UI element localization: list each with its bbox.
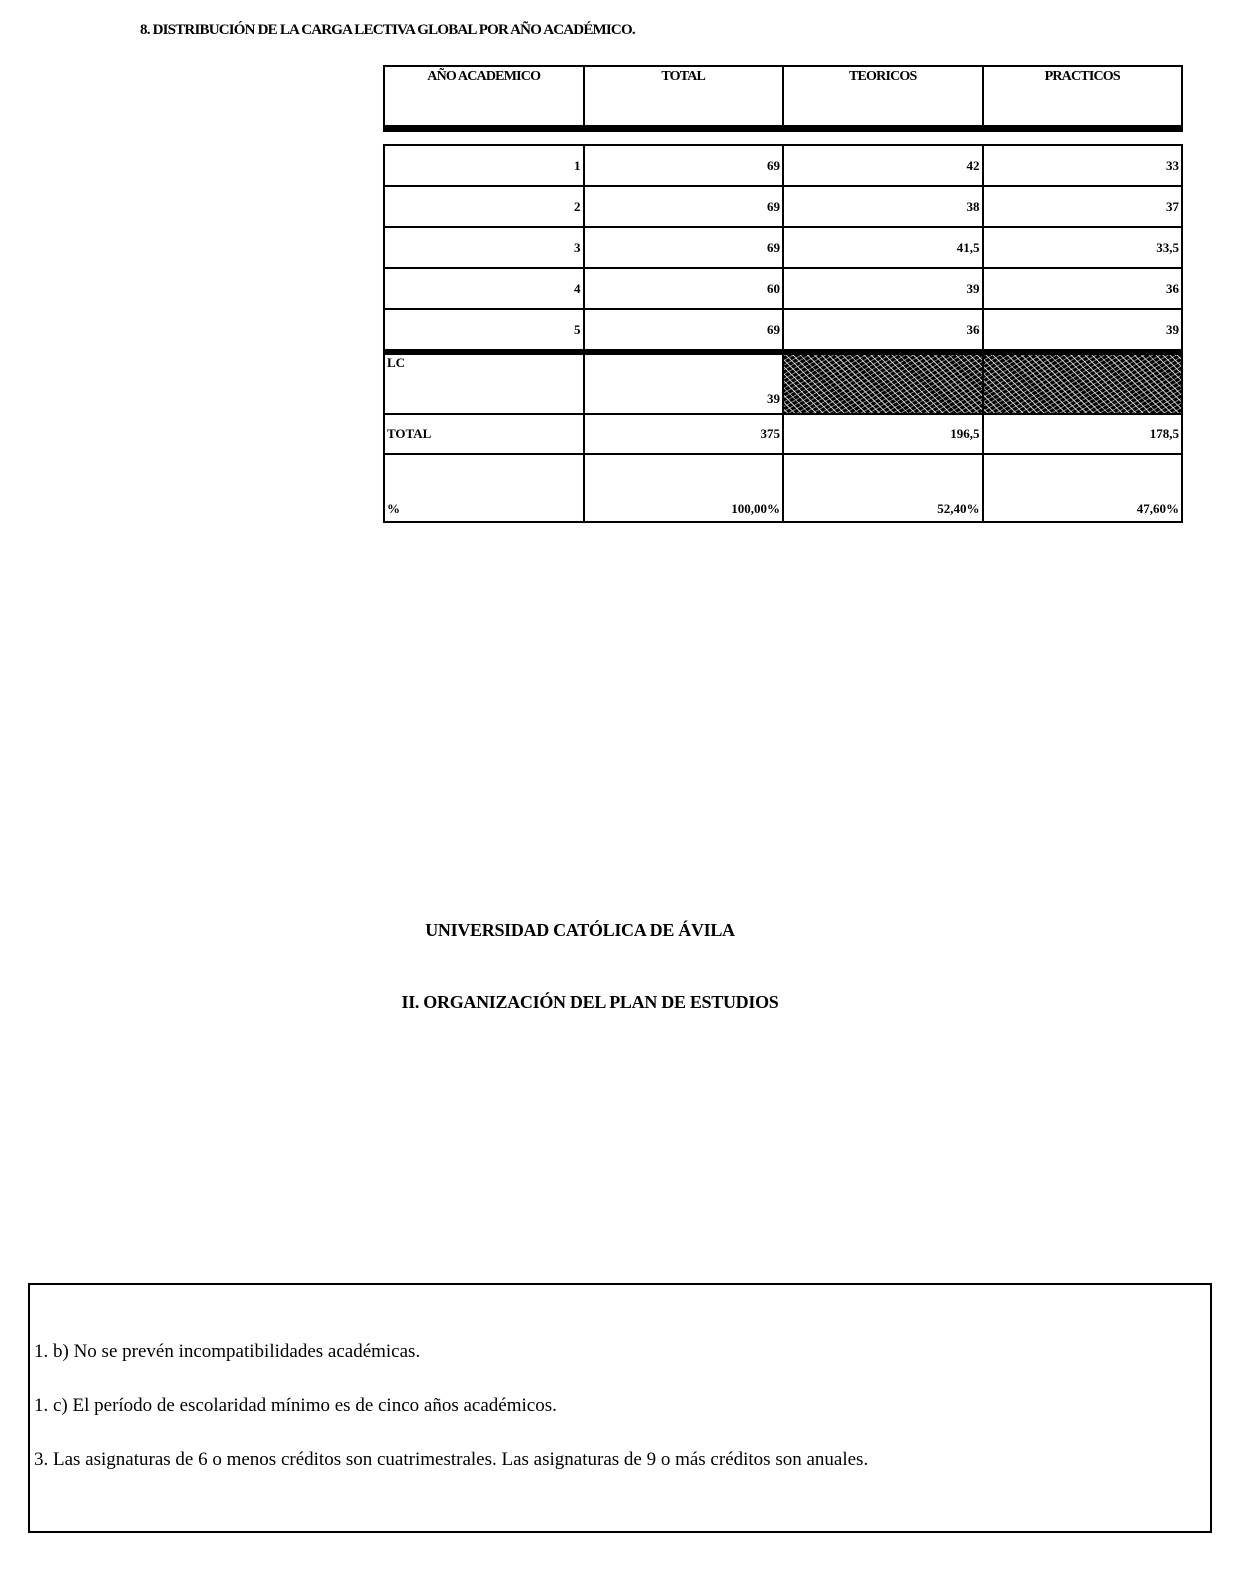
header-cell: AÑO ACADEMICO	[384, 66, 584, 129]
table-cell: 38	[783, 186, 983, 227]
hatched-cell	[783, 352, 983, 414]
table-row	[384, 145, 1182, 186]
table-divider	[384, 129, 1182, 146]
table-cell: 36	[983, 268, 1183, 309]
section-heading: 8. DISTRIBUCIÓN DE LA CARGA LECTIVA GLOBAL POR AÑO ACADÉMICO.	[140, 22, 635, 38]
table-row	[384, 186, 1182, 227]
table-cell: 375	[584, 414, 784, 454]
table-cell: 60	[584, 268, 784, 309]
note-item: 1. b) No se prevén incompatibilidades académicas.	[34, 1341, 421, 1362]
header-cell: TOTAL	[584, 66, 784, 129]
table-cell: 178,5	[983, 414, 1183, 454]
credit-distribution-table	[383, 65, 1183, 523]
note-item: 3. Las asignaturas de 6 o menos créditos son cuatrimestrales. Las asignaturas de 9 o más créditos son anuales.	[34, 1449, 869, 1470]
table-cell: 36	[783, 309, 983, 352]
table-cell: 196,5	[783, 414, 983, 454]
table-cell: 41,5	[783, 227, 983, 268]
table-cell: 69	[584, 309, 784, 352]
header-cell: TEORICOS	[783, 66, 983, 129]
table-row-total	[384, 414, 1182, 454]
table-header-row	[384, 66, 1182, 129]
table-cell: 1	[384, 145, 584, 186]
table-cell: 5	[384, 309, 584, 352]
notes-box	[28, 1283, 1212, 1533]
table-cell: 3	[384, 227, 584, 268]
table-cell: 33,5	[983, 227, 1183, 268]
header-cell: PRACTICOS	[983, 66, 1183, 129]
table-cell: 33	[983, 145, 1183, 186]
table-cell: %	[384, 454, 584, 522]
table-cell: 39	[584, 352, 784, 414]
note-item: 1. c) El período de escolaridad mínimo es de cinco años académicos.	[34, 1395, 557, 1416]
table-cell: 39	[983, 309, 1183, 352]
table-row	[384, 309, 1182, 352]
table-cell: 47,60%	[983, 454, 1183, 522]
table-cell: 69	[584, 145, 784, 186]
table-cell: 69	[584, 186, 784, 227]
section-title: II. ORGANIZACIÓN DEL PLAN DE ESTUDIOS	[401, 992, 779, 1012]
table-cell: 42	[783, 145, 983, 186]
table-cell: 37	[983, 186, 1183, 227]
table-cell: 52,40%	[783, 454, 983, 522]
table-row	[384, 268, 1182, 309]
table-cell: 2	[384, 186, 584, 227]
table-cell: LC	[384, 352, 584, 414]
table-cell: 69	[584, 227, 784, 268]
table-row-lc	[384, 352, 1182, 414]
table-cell: 100,00%	[584, 454, 784, 522]
hatched-cell	[983, 352, 1183, 414]
table-row-percent	[384, 454, 1182, 522]
table-cell: TOTAL	[384, 414, 584, 454]
university-title: UNIVERSIDAD CATÓLICA DE ÁVILA	[425, 920, 735, 940]
table-cell: 4	[384, 268, 584, 309]
table-row	[384, 227, 1182, 268]
table-cell: 39	[783, 268, 983, 309]
